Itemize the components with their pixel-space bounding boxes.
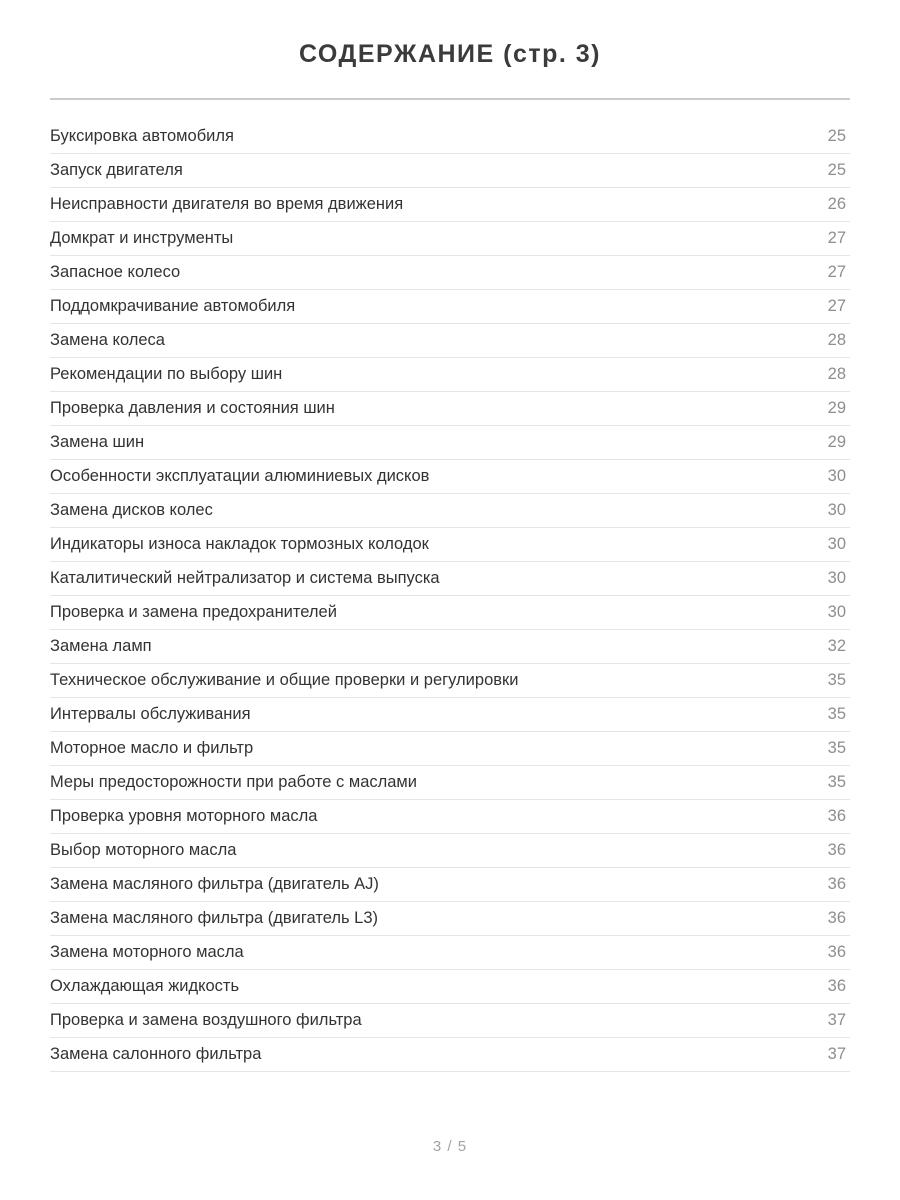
toc-item-label: Выбор моторного масла	[50, 841, 237, 859]
toc-item-page: 26	[827, 195, 846, 213]
toc-row[interactable]	[50, 222, 850, 256]
toc-row[interactable]	[50, 290, 850, 324]
toc-row[interactable]	[50, 120, 850, 154]
toc-item-page: 36	[827, 909, 846, 927]
toc-item-label: Запуск двигателя	[50, 161, 183, 179]
toc-item-page: 36	[827, 807, 846, 825]
page-indicator: 3 / 5	[432, 1138, 468, 1155]
toc-item-label: Замена масляного фильтра (двигатель L3)	[50, 909, 379, 927]
toc-row[interactable]	[50, 460, 850, 494]
toc-item-label: Индикаторы износа накладок тормозных колодок	[50, 535, 429, 553]
toc-item-page: 35	[827, 739, 846, 757]
page-title: СОДЕРЖАНИЕ (стр. 3)	[298, 40, 602, 68]
toc-row[interactable]	[50, 528, 850, 562]
toc-item-label: Особенности эксплуатации алюминиевых дисков	[50, 467, 430, 485]
toc-item-label: Рекомендации по выбору шин	[50, 365, 283, 383]
toc-row[interactable]	[50, 324, 850, 358]
toc-list	[50, 120, 850, 1072]
toc-row[interactable]	[50, 188, 850, 222]
toc-item-label: Замена колеса	[50, 331, 165, 349]
toc-row[interactable]	[50, 392, 850, 426]
toc-row[interactable]	[50, 834, 850, 868]
toc-item-page: 36	[827, 875, 846, 893]
toc-item-label: Поддомкрачивание автомобиля	[50, 297, 296, 315]
toc-item-page: 27	[827, 229, 846, 247]
toc-row[interactable]	[50, 494, 850, 528]
toc-item-label: Каталитический нейтрализатор и система выпуска	[50, 569, 440, 587]
toc-item-label: Неисправности двигателя во время движения	[50, 195, 404, 213]
toc-row[interactable]	[50, 596, 850, 630]
toc-item-page: 35	[827, 671, 846, 689]
toc-row[interactable]	[50, 256, 850, 290]
toc-row[interactable]	[50, 154, 850, 188]
toc-item-label: Буксировка автомобиля	[50, 127, 234, 145]
toc-item-label: Проверка и замена предохранителей	[50, 603, 337, 621]
toc-item-label: Проверка уровня моторного масла	[50, 807, 318, 825]
toc-item-label: Замена моторного масла	[50, 943, 244, 961]
toc-item-page: 35	[827, 773, 846, 791]
toc-item-label: Моторное масло и фильтр	[50, 739, 254, 757]
toc-item-label: Запасное колесо	[50, 263, 181, 281]
toc-row[interactable]	[50, 800, 850, 834]
toc-item-label: Домкрат и инструменты	[50, 229, 234, 247]
toc-row[interactable]	[50, 936, 850, 970]
toc-row[interactable]	[50, 1038, 850, 1072]
toc-row[interactable]	[50, 698, 850, 732]
toc-item-page: 30	[827, 467, 846, 485]
toc-item-page: 36	[827, 943, 846, 961]
toc-item-page: 27	[827, 263, 846, 281]
toc-row[interactable]	[50, 426, 850, 460]
toc-item-page: 28	[827, 331, 846, 349]
toc-row[interactable]	[50, 902, 850, 936]
toc-row[interactable]	[50, 766, 850, 800]
toc-item-page: 30	[827, 603, 846, 621]
toc-item-label: Замена салонного фильтра	[50, 1045, 262, 1063]
toc-item-label: Замена масляного фильтра (двигатель AJ)	[50, 875, 379, 893]
title-divider	[50, 98, 850, 100]
toc-row[interactable]	[50, 732, 850, 766]
toc-item-label: Проверка давления и состояния шин	[50, 399, 335, 417]
toc-item-page: 27	[827, 297, 846, 315]
toc-item-label: Интервалы обслуживания	[50, 705, 251, 723]
toc-row[interactable]	[50, 970, 850, 1004]
toc-row[interactable]	[50, 358, 850, 392]
toc-item-page: 30	[827, 569, 846, 587]
toc-item-label: Техническое обслуживание и общие проверки и регулировки	[50, 671, 519, 689]
toc-item-page: 25	[827, 161, 846, 179]
toc-item-page: 36	[827, 841, 846, 859]
toc-item-label: Замена шин	[50, 433, 145, 451]
toc-item-page: 25	[827, 127, 846, 145]
toc-item-page: 32	[827, 637, 846, 655]
toc-item-label: Меры предосторожности при работе с маслами	[50, 773, 417, 791]
toc-item-label: Замена дисков колес	[50, 501, 213, 519]
toc-item-page: 37	[827, 1011, 846, 1029]
toc-row[interactable]	[50, 664, 850, 698]
toc-item-page: 30	[827, 501, 846, 519]
toc-row[interactable]	[50, 630, 850, 664]
toc-item-page: 35	[827, 705, 846, 723]
toc-item-page: 29	[827, 399, 846, 417]
toc-item-page: 37	[827, 1045, 846, 1063]
toc-row[interactable]	[50, 562, 850, 596]
toc-item-page: 30	[827, 535, 846, 553]
toc-row[interactable]	[50, 868, 850, 902]
toc-row[interactable]	[50, 1004, 850, 1038]
toc-item-label: Замена ламп	[50, 637, 152, 655]
toc-item-label: Охлаждающая жидкость	[50, 977, 240, 995]
toc-item-page: 28	[827, 365, 846, 383]
toc-item-page: 36	[827, 977, 846, 995]
toc-item-page: 29	[827, 433, 846, 451]
toc-item-label: Проверка и замена воздушного фильтра	[50, 1011, 362, 1029]
